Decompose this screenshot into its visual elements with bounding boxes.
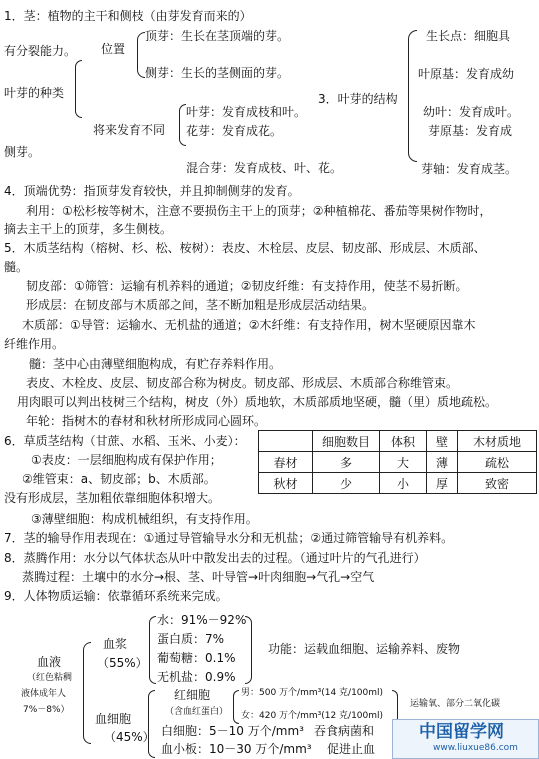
structure-brace (408, 30, 417, 162)
rbc-function-text: 运输氧、部分二氧化碳 (410, 699, 501, 709)
s5-heading-cont: 髓。 (4, 260, 29, 274)
site-watermark (392, 719, 539, 759)
s5-heading: 5．木质茎结构（榕树、杉、松、桉树）：表皮、木栓层、皮层、韧皮部、形成层、木质部、 (4, 241, 486, 255)
epidermis-text: ①表皮：一层细胞构成有保护作用； (31, 453, 222, 467)
parenchyma-text: ③薄壁细胞：构成机械组织，有支持作用。 (31, 512, 258, 526)
platelet-function-text: 促进止血 (327, 742, 376, 756)
xylem-text: 木质部：①导管：运输水、无机盐的通道；②木纤维：有支持作用，树木坚硬原因靠木 (22, 318, 476, 332)
table-row (259, 452, 537, 473)
bud-types-brace (75, 60, 82, 118)
table-cell: 致密 (458, 473, 537, 494)
cambium-text: 形成层：在韧皮部与木质部之间，茎不断加粗是形成层活动结果。 (26, 298, 375, 312)
s6-heading: 6．草质茎结构（甘蔗、水稻、玉米、小麦）： (4, 434, 246, 448)
position-label: 位置 (101, 42, 126, 56)
plasma-pct: （55%） (97, 656, 148, 670)
s4-use-1: 利用：①松杉桉等树木，注意不要损伤主干上的顶芽；②种植棉花、番茄等果树作物时， (26, 204, 492, 218)
watermark-url: www.liuxue86.com (433, 743, 518, 753)
table-header-cell (259, 431, 313, 452)
water-text: 水：91%－92% (157, 613, 247, 627)
rbc-brace (233, 690, 239, 724)
table-header-cell: 木材质地 (458, 431, 537, 452)
xylem-text-cont: 纤维作用。 (4, 337, 65, 351)
s1-text: 有分裂能力。 (4, 44, 77, 58)
mixed-bud-text: 混合芽：发育成枝、叶、花。 (186, 161, 343, 175)
table-header-cell: 体积 (380, 431, 427, 452)
ring-text: 年轮：指树木的春材和秋材所形成同心圆环。 (26, 414, 267, 428)
blood-brace (83, 642, 91, 744)
salt-text: 无机盐：0.9% (157, 670, 236, 684)
leaf-bud-text: 叶芽：发育成枝和叶。 (186, 105, 307, 119)
top-bud-text: 顶芽：生长在茎顶端的芽。 (145, 29, 290, 43)
table-cell: 多 (313, 452, 380, 473)
blood-note-3: 7%－8%） (23, 705, 70, 715)
plasma-right-brace (245, 616, 252, 684)
table-cell: 厚 (427, 473, 458, 494)
watermark-main: 中国留学网 (419, 722, 504, 742)
rbc-female-text: 女：420 万个/mm³(12 克/100ml) (241, 711, 384, 721)
rbc-label: 红细胞 (174, 688, 211, 702)
table-cell: 少 (313, 473, 380, 494)
growth-point-text: 生长点：细胞具 (426, 29, 511, 43)
rbc-note: （含血红蛋白） (165, 707, 229, 717)
transpiration-process: 蒸腾过程：土壤中的水分→根、茎、叶导管→叶肉细胞→气孔→空气 (22, 570, 375, 584)
side-bud-tail: 侧芽。 (4, 145, 41, 159)
bark-text: 表皮、木栓皮、皮层、韧皮部合称为树皮。韧皮部、形成层、木质部合称维管束。 (26, 376, 459, 390)
protein-text: 蛋白质：7% (157, 632, 225, 646)
table-cell: 疏松 (458, 452, 537, 473)
s7-heading: 7．茎的输导作用表现在：①通过导管输导水分和无机盐；②通过筛管输导有机养料。 (4, 531, 454, 545)
position-brace (137, 32, 145, 78)
flower-bud-text: 花芽：发育成花。 (186, 124, 283, 138)
blood-cells-label: 血细胞 (95, 712, 132, 726)
rbc-male-text: 男：500 万个/mm³(14 克/100ml) (241, 688, 384, 698)
glucose-text: 葡萄糖：0.1% (157, 651, 236, 665)
plasma-label: 血浆 (103, 637, 128, 651)
judge-text: 用肉眼可以判出枝树三个结构，树皮（外）质地软，木质部质地坚硬，髓（里）质地疏松。 (17, 395, 498, 409)
s4-use-2: 摘去主干上的顶芽，多生侧枝。 (4, 222, 173, 236)
young-leaf-text: 幼叶：发育成叶。 (423, 105, 520, 119)
blood-cells-pct: （45%） (104, 730, 155, 744)
wbc-text: 白细胞：5－10 万个/mm³ (161, 724, 304, 738)
future-brace (179, 104, 186, 146)
table-header-cell: 壁 (427, 431, 458, 452)
s8-heading: 8．蒸腾作用：水分以气体状态从叶中散发出去的过程。（通过叶片的气孔进行） (4, 551, 426, 565)
s1-heading: 1．茎：植物的主干和侧枝（由芽发育而来的） (4, 9, 252, 23)
blood-note-2: 液体成年人 (21, 689, 67, 699)
table-cell: 秋材 (259, 473, 313, 494)
table-row (259, 473, 537, 494)
table-header-row (259, 431, 537, 452)
leaf-primordium-text: 叶原基：发育成幼 (418, 67, 515, 81)
table-cell: 大 (380, 452, 427, 473)
platelet-text: 血小板：10－30 万个/mm³ (161, 742, 312, 756)
wbc-function-text: 吞食病菌和 (314, 724, 375, 738)
table-cell: 春材 (259, 452, 313, 473)
blood-note-1: （红色粘稠 (27, 673, 73, 683)
bud-axis-text: 芽轴：发育成茎。 (421, 162, 518, 176)
wood-comparison-table (258, 430, 537, 494)
bud-types-label: 叶芽的种类 (4, 86, 65, 100)
phloem-text: 韧皮部：①筛管：运输有机养料的通道；②韧皮纤维：有支持作用，使茎不易折断。 (26, 279, 468, 293)
side-bud-text: 侧芽：生长的茎侧面的芽。 (145, 66, 290, 80)
plasma-function-text: 功能：运载血细胞、运输养料、废物 (268, 642, 461, 656)
leaf-bud-structure-label: 3．叶芽的结构 (318, 92, 398, 106)
plasma-brace (149, 616, 156, 684)
s9-heading: 9．人体物质运输：依靠循环系统来完成。 (4, 589, 228, 603)
table-cell: 小 (380, 473, 427, 494)
pith-text: 髓：茎中心由薄壁细胞构成，有贮存养料作用。 (29, 357, 282, 371)
blood-label: 血液 (37, 655, 62, 669)
by-future-label: 将来发育不同 (93, 123, 166, 137)
bud-primordium-text: 芽原基：发育成 (428, 124, 513, 138)
vascular-text: ②维管束：a、韧皮部；b、木质部。 (22, 472, 216, 486)
table-cell: 薄 (427, 452, 458, 473)
s4-heading: 4．顶端优势：指顶芽发育较快，并且抑制侧芽的发育。 (4, 184, 300, 198)
table-header-cell: 细胞数目 (313, 431, 380, 452)
cells-brace (148, 690, 155, 758)
no-cambium-text: 没有形成层，茎加粗依靠细胞体积增大。 (4, 491, 221, 505)
